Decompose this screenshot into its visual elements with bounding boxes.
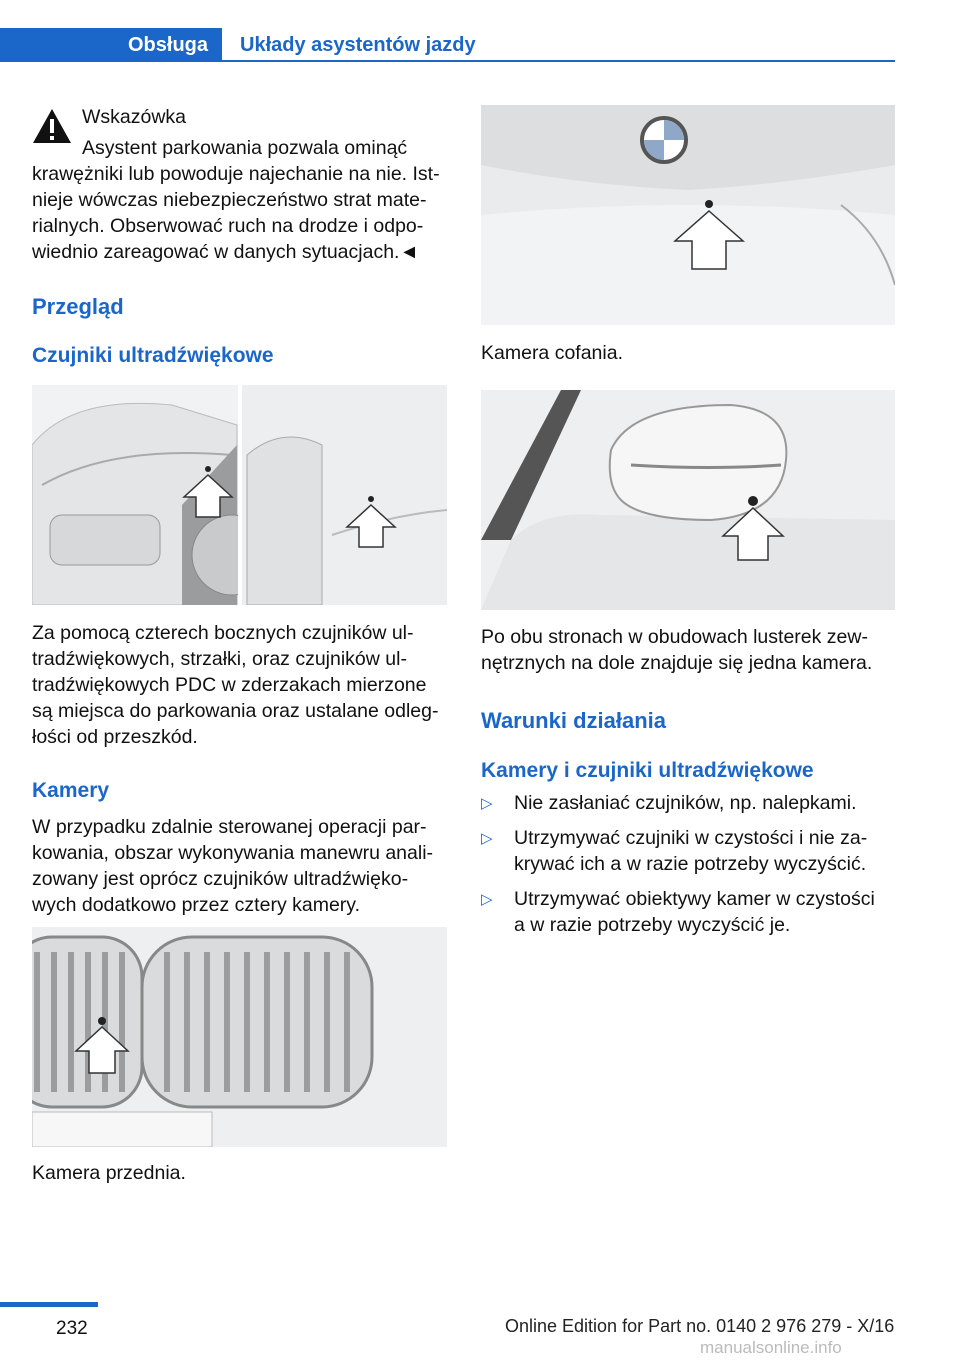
conditions-list [481,790,895,947]
car-front-illustration [32,385,447,605]
ultrasonic-line-1: Za pomocą czterech bocznych czujników ul‐ [32,622,414,644]
warning-title: Wskazówka [82,106,187,128]
cameras-line-4: wych dodatkowo przez cztery kamery. [32,894,361,916]
warning-line-1: Asystent parkowania pozwala ominąć [82,137,408,159]
caption-front-camera: Kamera przednia. [32,1162,186,1184]
heading-cams-and-sensors: Kamery i czujniki ultradźwiękowe [481,759,814,782]
warning-line-5: wiednio zareagować w danych sytuacjach.◄ [32,241,419,263]
edition-footer: Online Edition for Part no. 0140 2 976 279 - X/16 [505,1316,895,1336]
list-item-line: krywać ich a w razie potrzeby wyczyścić. [514,853,867,875]
warning-line-4: rialnych. Obserwować ruch na drodze i odpo‐ [32,215,424,237]
figure-rear-camera [481,105,895,325]
warning-line-3: nieje wówczas niebezpieczeństwo strat mate‐ [32,189,427,211]
ultrasonic-line-5: łości od przeszkód. [32,726,198,748]
list-item-line: Utrzymywać obiektywy kamer w czystości [514,888,875,910]
list-item [481,790,895,816]
tab-obsluga[interactable]: Obsługa [0,28,222,62]
heading-conditions: Warunki działania [481,708,667,733]
list-item [481,886,895,938]
kidney-grille-illustration [32,927,447,1147]
page-number-bar [0,1302,98,1307]
heading-overview: Przegląd [32,294,124,319]
list-item [481,825,895,877]
triangle-bullet-icon: ▷ [481,830,493,847]
heading-cameras: Kamery [32,779,110,802]
triangle-bullet-icon: ▷ [481,891,493,908]
watermark: manualsonline.info [700,1338,842,1357]
heading-ultrasonic: Czujniki ultradźwiękowe [32,344,274,367]
list-item-line: Utrzymywać czujniki w czystości i nie za‐ [514,827,868,849]
ultrasonic-line-2: tradźwiękowych, strzałki, oraz czujników ul‐ [32,648,407,670]
caption-mirror-line-1: Po obu stronach w obudowach lusterek zew‐ [481,626,868,648]
cameras-line-3: zowany jest oprócz czujników ultradźwięko‐ [32,868,409,890]
ultrasonic-line-3: tradźwiękowych PDC w zderzakach mierzone [32,674,427,696]
cameras-line-2: kowania, obszar wykonywania manewru anali‐ [32,842,434,864]
warning-line-2: krawężniki lub powoduje najechanie na nie. Ist‐ [32,163,440,185]
chapter-tabs [0,28,895,62]
list-item-line: a w razie potrzeby wyczyścić je. [514,914,791,936]
figure-ultrasonic-sensors [32,385,447,605]
page-number: 232 [56,1318,88,1339]
cameras-line-1: W przypadku zdalnie sterowanej operacji par‐ [32,816,427,838]
tab-underline [222,60,895,62]
caption-mirror-line-2: nętrznych na dole znajduje się jedna kamera. [481,652,873,674]
ultrasonic-line-4: są miejsca do parkowania oraz ustalane odleg‐ [32,700,439,722]
caption-rear-camera: Kamera cofania. [481,342,623,364]
figure-mirror-camera [481,390,895,610]
triangle-bullet-icon: ▷ [481,795,493,812]
figure-front-camera [32,927,447,1147]
warning-icon [32,108,72,144]
side-mirror-illustration [481,390,895,610]
list-item-line: Nie zasłaniać czujników, np. nalepkami. [514,792,857,814]
trunk-lid-illustration [481,105,895,325]
tab-uklady-asystentow[interactable]: Układy asystentów jazdy [240,33,476,56]
